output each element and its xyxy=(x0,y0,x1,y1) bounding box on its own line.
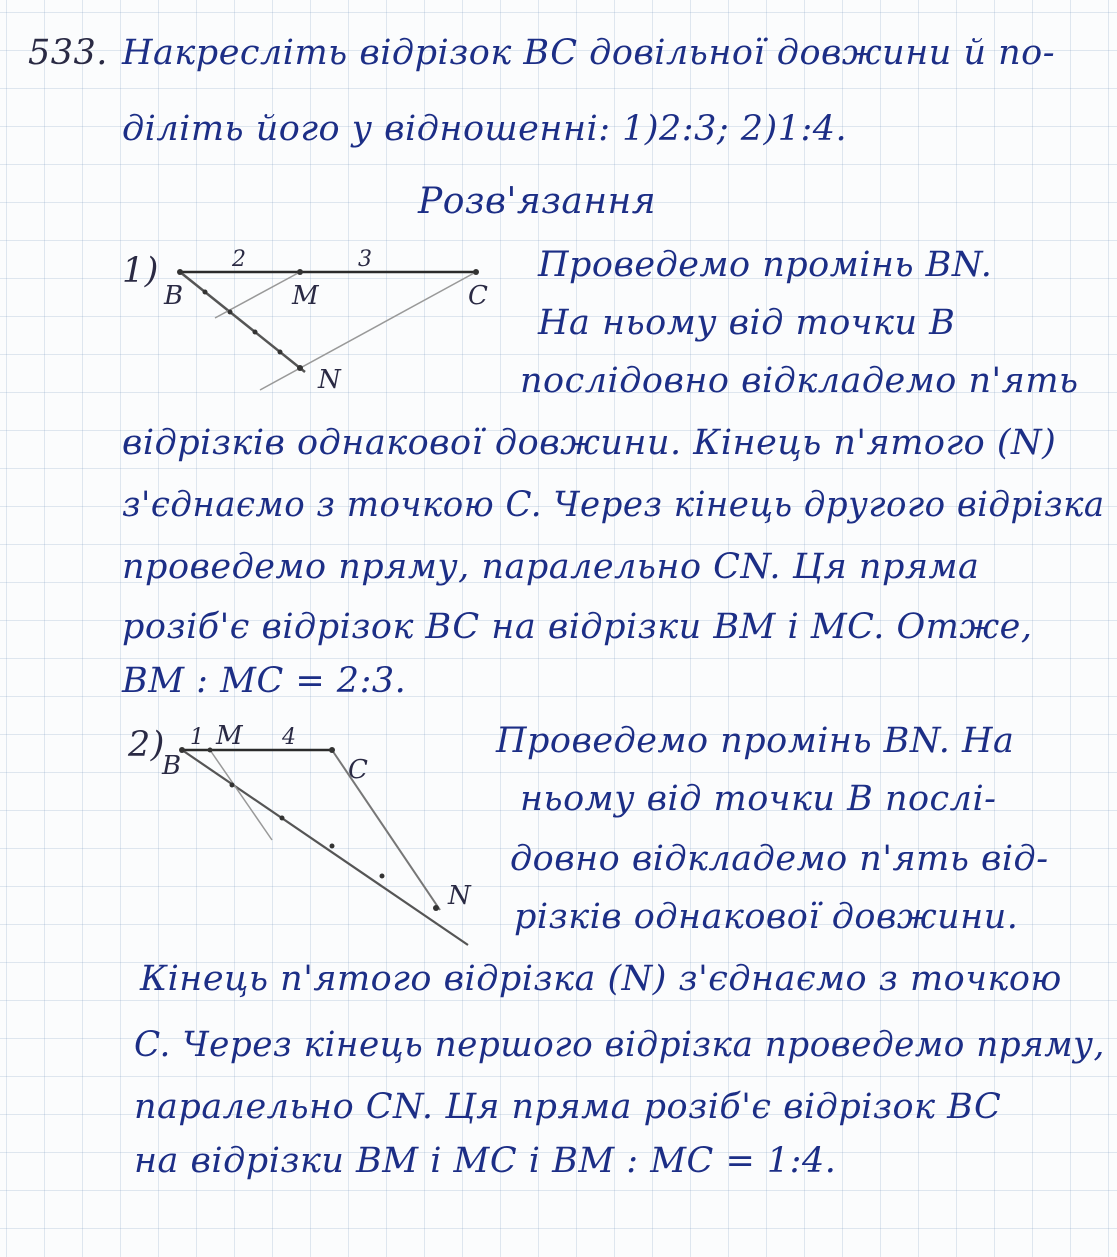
part1-line-1: Проведемо промінь BN. xyxy=(538,245,993,285)
label-part2-one: 1 xyxy=(190,725,204,750)
label-part1-B: B xyxy=(164,281,184,311)
label-part1-N: N xyxy=(318,365,341,395)
part1-line-5: з'єднаємо з точкою C. Через кінець другого відрізка xyxy=(122,485,1105,525)
label-part1-C: C xyxy=(468,281,488,311)
label-part2-M: M xyxy=(216,721,243,751)
part2-line-8: на відрізки BM і MC і BM : MC = 1:4. xyxy=(134,1141,837,1181)
part1-line-6: проведемо пряму, паралельно CN. Ця пряма xyxy=(122,547,980,587)
part-1-marker: 1) xyxy=(122,251,159,291)
part1-line-2: На ньому від точки B xyxy=(538,303,956,343)
problem-line-2: діліть його у відношенні: 1)2:3; 2)1:4. xyxy=(122,109,848,149)
label-part2-C: C xyxy=(348,755,368,785)
label-part1-two: 2 xyxy=(232,247,246,272)
part-2-marker: 2) xyxy=(128,725,165,765)
part1-line-8: BM : MC = 2:3. xyxy=(122,661,407,701)
part2-line-1: Проведемо промінь BN. На xyxy=(496,721,1015,761)
part1-line-7: розіб'є відрізок BC на відрізки BM і MC. Отже, xyxy=(122,607,1033,647)
part2-line-2: ньому від точки B послі- xyxy=(520,779,997,819)
part2-line-7: паралельно CN. Ця пряма розіб'є відрізок BC xyxy=(134,1087,1002,1127)
label-part1-three: 3 xyxy=(358,247,372,272)
label-part2-B: B xyxy=(162,751,182,781)
label-part2-N: N xyxy=(448,881,471,911)
label-part2-four: 4 xyxy=(282,725,296,750)
part2-line-4: різків однакової довжини. xyxy=(514,897,1019,937)
part2-line-5: Кінець п'ятого відрізка (N) з'єднаємо з точкою xyxy=(140,959,1062,999)
problem-line-1: Накресліть відрізок BC довільної довжини й по- xyxy=(122,33,1056,73)
solution-heading: Розв'язання xyxy=(418,181,657,222)
problem-number: 533. xyxy=(28,33,108,73)
label-part1-M: M xyxy=(292,281,319,311)
part2-line-3: довно відкладемо п'ять від- xyxy=(510,839,1049,879)
part1-line-3: послідовно відкладемо п'ять xyxy=(520,361,1079,401)
part1-line-4: відрізків однакової довжини. Кінець п'ятого (N) xyxy=(122,423,1057,463)
part2-line-6: C. Через кінець першого відрізка проведемо пряму, xyxy=(134,1025,1105,1065)
